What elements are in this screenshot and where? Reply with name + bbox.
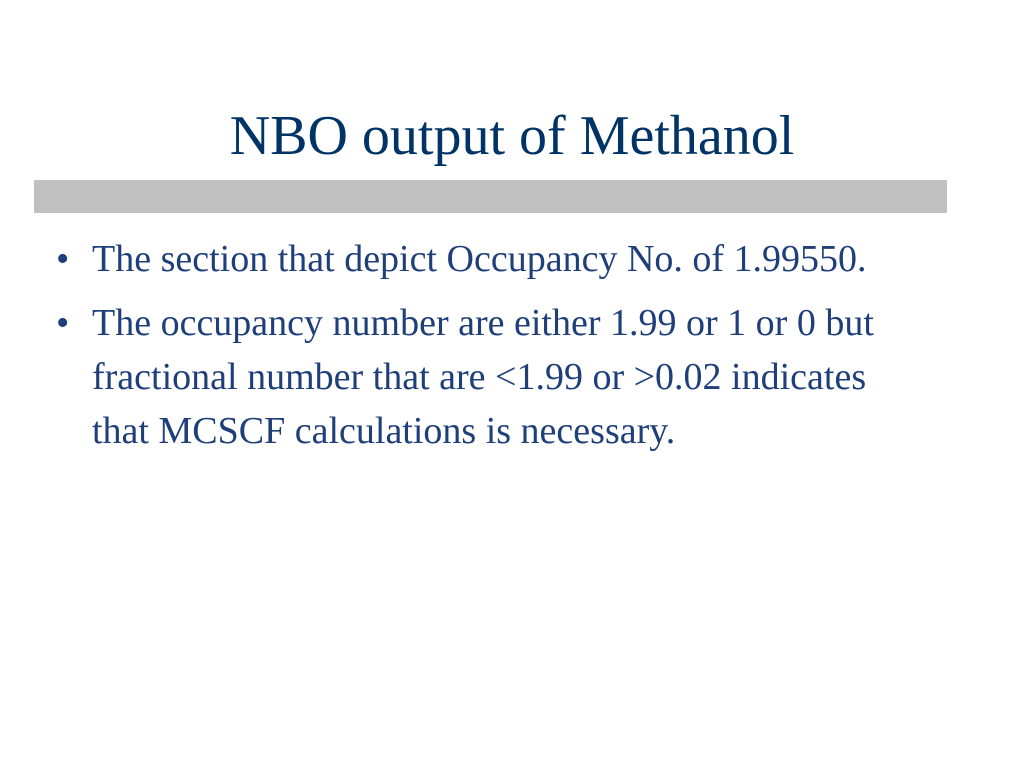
bullet-text: The section that depict Occupancy No. of 1.99550. bbox=[92, 238, 867, 280]
bullet-text: The occupancy number are either 1.99 or 1 or 0 but fractional number that are <1.99 or >0.02 indicates that MCSCF calculations is necessary. bbox=[92, 302, 874, 452]
slide-title: NBO output of Methanol bbox=[229, 105, 795, 167]
bullet-marker: • bbox=[56, 238, 70, 280]
bullet-item bbox=[56, 296, 906, 458]
bullet-marker: • bbox=[56, 302, 70, 344]
title-divider-bar bbox=[34, 180, 947, 213]
bullet-list bbox=[56, 232, 906, 468]
bullet-item bbox=[56, 232, 906, 286]
